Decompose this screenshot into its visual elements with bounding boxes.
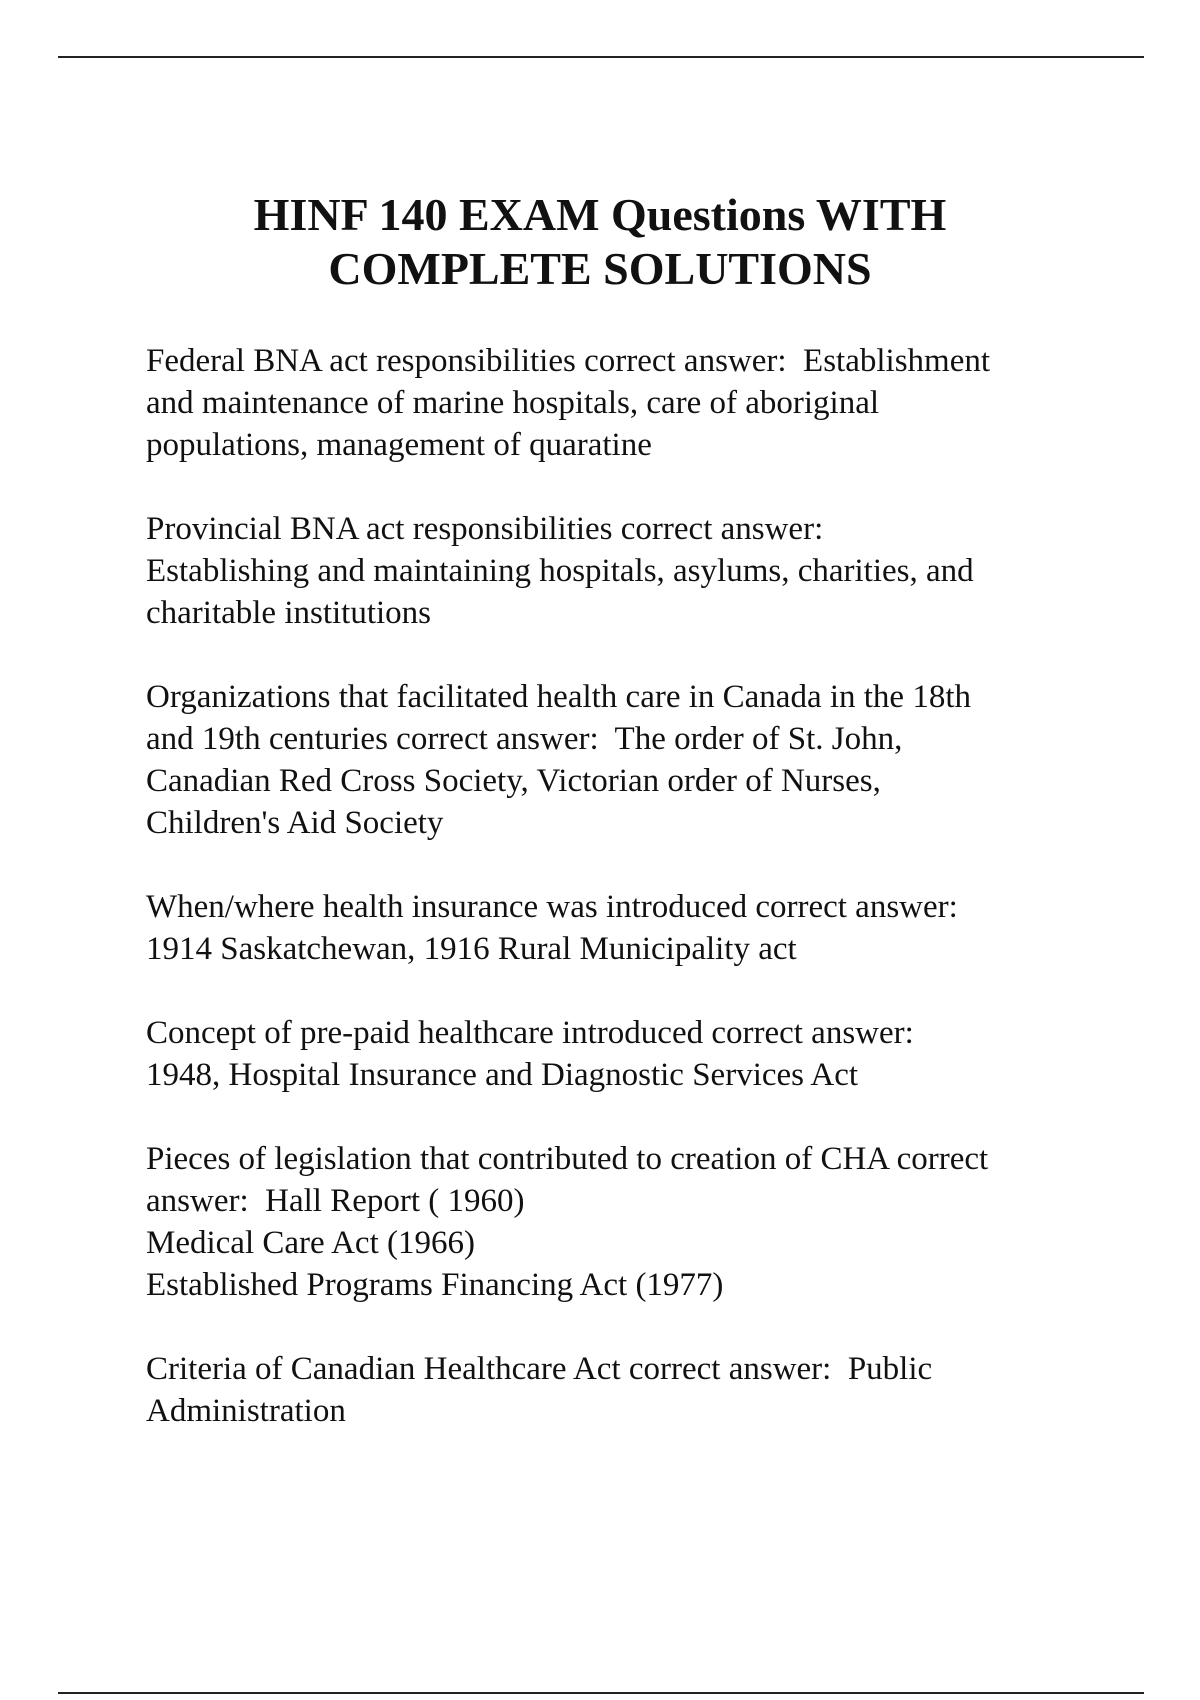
qa-line: Established Programs Financing Act (1977) bbox=[146, 1267, 724, 1303]
title-line: COMPLETE SOLUTIONS bbox=[328, 243, 872, 294]
header-rule bbox=[58, 56, 1144, 58]
qa-line: Federal BNA act responsibilities correct answer: Establishment bbox=[146, 343, 991, 379]
qa-line: Canadian Red Cross Society, Victorian order of Nurses, bbox=[146, 763, 881, 799]
qa-line: 1914 Saskatchewan, 1916 Rural Municipality act bbox=[146, 931, 797, 967]
qa-entry-legislation-cha bbox=[146, 1138, 1106, 1306]
qa-line: Criteria of Canadian Healthcare Act correct answer: Public bbox=[146, 1351, 933, 1387]
qa-line: Medical Care Act (1966) bbox=[146, 1225, 475, 1261]
qa-line: and maintenance of marine hospitals, care of aboriginal bbox=[146, 385, 880, 421]
qa-entry-provincial-bna bbox=[146, 508, 1106, 634]
qa-list bbox=[146, 340, 1106, 1474]
qa-line: charitable institutions bbox=[146, 595, 432, 631]
qa-line: answer: Hall Report ( 1960) bbox=[146, 1183, 525, 1219]
qa-line: Administration bbox=[146, 1393, 346, 1429]
qa-line: When/where health insurance was introduced correct answer: bbox=[146, 889, 958, 925]
qa-entry-federal-bna bbox=[146, 340, 1106, 466]
page-title bbox=[100, 188, 1100, 296]
qa-line: Provincial BNA act responsibilities correct answer: bbox=[146, 511, 824, 547]
qa-line: Concept of pre-paid healthcare introduced correct answer: bbox=[146, 1015, 914, 1051]
footer-rule bbox=[58, 1692, 1144, 1694]
qa-line: and 19th centuries correct answer: The order of St. John, bbox=[146, 721, 903, 757]
qa-line: Establishing and maintaining hospitals, asylums, charities, and bbox=[146, 553, 974, 589]
qa-line: Children's Aid Society bbox=[146, 805, 444, 841]
qa-entry-health-insurance bbox=[146, 886, 1106, 970]
qa-entry-organizations bbox=[146, 676, 1106, 844]
qa-line: 1948, Hospital Insurance and Diagnostic Services Act bbox=[146, 1057, 859, 1093]
qa-line: Organizations that facilitated health care in Canada in the 18th bbox=[146, 679, 971, 715]
qa-entry-cha-criteria bbox=[146, 1348, 1106, 1432]
qa-entry-prepaid-healthcare bbox=[146, 1012, 1106, 1096]
title-line: HINF 140 EXAM Questions WITH bbox=[253, 189, 947, 240]
qa-line: Pieces of legislation that contributed to creation of CHA correct bbox=[146, 1141, 989, 1177]
qa-line: populations, management of quaratine bbox=[146, 427, 652, 463]
